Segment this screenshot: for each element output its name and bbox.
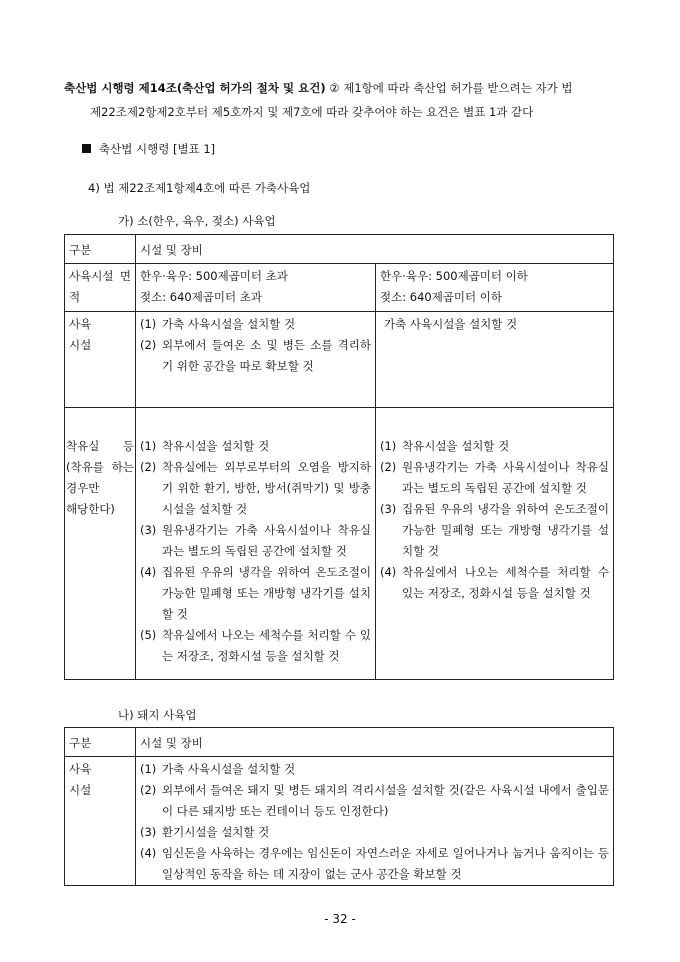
intro-text-part1: ② 제1항에 따라 축산업 허가를 받으려는 자가 법: [325, 81, 573, 95]
table-header-row: [65, 728, 614, 757]
area-under-line1: 한우·육우: 500제곱미터 이하: [380, 269, 528, 283]
area-over-cell: [136, 264, 376, 312]
list-item: (4) 착유실에서 나오는 세척수를 처리할 수 있는 저장조, 정화시설 등을 설치할 것: [380, 565, 610, 600]
area-over-line2: 젖소: 640제곱미터 초과: [140, 290, 263, 304]
facility-over-cell: [136, 312, 376, 408]
intro-paragraph: [64, 76, 624, 124]
list-item: (3) 집유된 우유의 냉각을 위하여 온도조절이 가능한 밀폐형 또는 개방형 냉각기를 설치할 것: [380, 502, 610, 558]
area-over-line1: 한우·육우: 500제곱미터 초과: [140, 269, 288, 283]
decree-article-title: 축산법 시행령 제14조(축산업 허가의 절차 및 요건): [64, 81, 326, 95]
list-item: (1) 착유시설을 설치할 것: [380, 439, 510, 453]
list-item: (2) 원유냉각기는 가축 사육시설이나 착유실과는 별도의 독립된 공간에 설치할 것: [380, 460, 610, 495]
milking-over-cell: [136, 408, 376, 680]
milking-row: [65, 408, 614, 680]
list-item: (4) 임신돈을 사육하는 경우에는 임신돈이 자연스러운 자세로 일어나거나 눕거나 움직이는 등 일상적인 동작을 하는 데 지장이 없는 군사 공간을 확보할 것: [140, 846, 609, 881]
area-under-line2: 젖소: 640제곱미터 이하: [380, 290, 503, 304]
header-category: 구분: [65, 728, 136, 757]
area-row-label: 사육시설 면적: [65, 264, 136, 312]
list-item: (1) 가축 사육시설을 설치할 것: [140, 762, 296, 776]
table-a-caption: 가) 소(한우, 육우, 젖소) 사육업: [118, 214, 276, 228]
facility-label-line1: 사육: [69, 317, 92, 331]
facility-label-line2: 시설: [69, 338, 92, 352]
intro-text-part2: 제22조제2항제2호부터 제5호까지 및 제7호에 따라 갖추어야 하는 요건은 별표 1과 같다: [90, 105, 534, 119]
pig-facility-cell: [136, 757, 614, 886]
annex-heading: [82, 140, 215, 158]
pig-requirements-table: [64, 727, 614, 886]
area-under-cell: [376, 264, 614, 312]
facility-row: [65, 312, 614, 408]
list-item: (5) 착유실에서 나오는 세척수를 처리할 수 있는 저장조, 정화시설 등을 설치할 것: [140, 628, 371, 663]
table-b-caption: 나) 돼지 사육업: [118, 708, 197, 722]
pig-facility-label-line1: 사육: [69, 762, 92, 776]
cattle-requirements-table: [64, 234, 614, 680]
list-item: (2) 외부에서 들여온 돼지 및 병든 돼지의 격리시설을 설치할 것(같은 사육시설 내에서 출입문이 다른 돼지방 또는 컨테이너 등도 인정한다): [140, 783, 609, 818]
area-row: [65, 264, 614, 312]
list-item: (4) 집유된 우유의 냉각을 위하여 온도조절이 가능한 밀폐형 또는 개방형 냉각기를 설치할 것: [140, 565, 371, 621]
square-bullet-icon: [82, 144, 91, 153]
pig-facility-label: [65, 757, 136, 886]
section-heading: 4) 법 제22조제1항제4호에 따른 가축사육업: [88, 181, 311, 195]
facility-row-label: [65, 312, 136, 408]
list-item: (3) 원유냉각기는 가축 사육시설이나 착유실과는 별도의 독립된 공간에 설치할 것: [140, 523, 371, 558]
annex-heading-text: 축산법 시행령 [별표 1]: [99, 142, 216, 156]
pig-facility-label-line2: 시설: [69, 783, 92, 797]
list-item: (1) 착유시설을 설치할 것: [140, 439, 270, 453]
header-category: 구분: [65, 235, 136, 264]
table-header-row: [65, 235, 614, 264]
list-item: (2) 외부에서 들여온 소 및 병든 소를 격리하기 위한 공간을 따로 확보할 것: [140, 338, 371, 373]
header-facilities: 시설 및 장비: [136, 728, 614, 757]
list-item: (1) 가축 사육시설을 설치할 것: [140, 317, 296, 331]
facility-under-cell: 가축 사육시설을 설치할 것: [376, 312, 614, 408]
milking-under-cell: [376, 408, 614, 680]
pig-facility-row: [65, 757, 614, 886]
list-item: (3) 환기시설을 설치할 것: [140, 825, 270, 839]
list-item: (2) 착유실에는 외부로부터의 오염을 방지하기 위한 환기, 방한, 방서(쥐막기) 및 방충 시설을 설치할 것: [140, 460, 371, 516]
page-number: - 32 -: [324, 912, 356, 926]
milking-row-label: 착유실 등 (착유를 하는 경우만 해당한다): [65, 408, 136, 680]
header-facilities: 시설 및 장비: [136, 235, 614, 264]
